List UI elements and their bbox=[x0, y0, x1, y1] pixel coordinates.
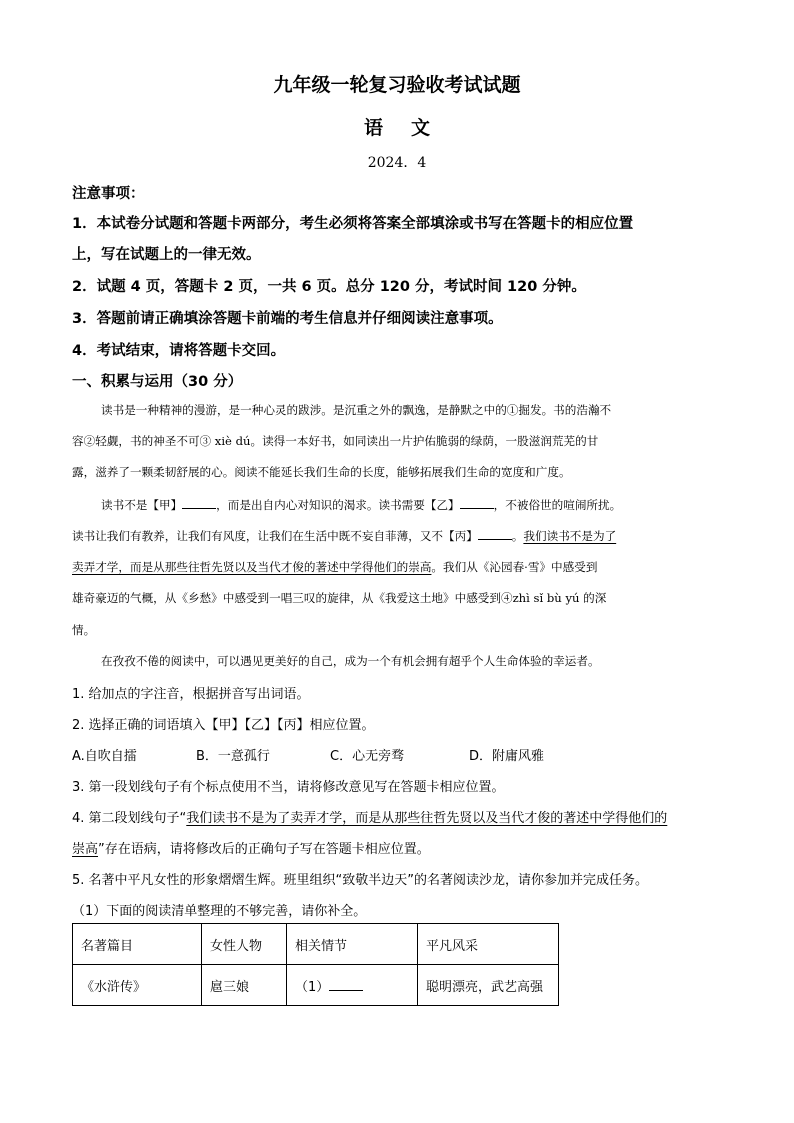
table-header: 名著篇目 bbox=[73, 924, 202, 965]
table-header: 相关情节 bbox=[287, 924, 418, 965]
passage-p2-line5: 情。 bbox=[72, 623, 96, 637]
passage-p1-line1: 读书是一种精神的漫游，是一种心灵的跋涉。是沉重之外的飘逸，是静默之中的①掘发。书的浩瀚不 bbox=[101, 403, 612, 417]
text: 。我们从《沁园春·雪》中感受到 bbox=[431, 560, 598, 574]
text: 读书不是【甲】 bbox=[101, 498, 183, 512]
text: ”存在语病，请将修改后的正确句子写在答题卡相应位置。 bbox=[98, 842, 430, 857]
answer-blank bbox=[478, 527, 512, 540]
exam-title: 九年级一轮复习验收考试试题 bbox=[273, 74, 521, 96]
text: 。 bbox=[511, 529, 524, 543]
underlined-sentence: 崇高 bbox=[72, 842, 99, 857]
notice-item-1: 1．本试卷分试题和答题卡两部分，考生必须将答案全部填涂或书写在答题卡的相应位置 bbox=[72, 216, 634, 232]
question-5: 5. 名著中平凡女性的形象熠熠生辉。班里组织“致敬半边天”的名著阅读沙龙，请你参加并完成任务。 bbox=[72, 873, 649, 888]
subject-title: 语文 bbox=[363, 117, 458, 139]
text: ，而是出自内心对知识的渴求。读书需要【乙】 bbox=[216, 498, 460, 512]
table-cell: 扈三娘 bbox=[202, 965, 287, 1006]
question-4 bbox=[72, 807, 667, 826]
option-b: B．一意孤行 bbox=[196, 749, 270, 764]
table-cell: 聪明漂亮，武艺高强 bbox=[418, 965, 559, 1006]
passage-p2-line3 bbox=[72, 559, 597, 575]
notice-item-1-cont: 上，写在试题上的一律无效。 bbox=[72, 247, 261, 263]
option-a: A.自吹自擂 bbox=[72, 749, 137, 764]
text: 4. 第二段划线句子“ bbox=[72, 811, 187, 826]
text: 读书让我们有教养，让我们有风度，让我们在生活中既不妄自菲薄，又不【丙】 bbox=[72, 529, 478, 543]
section-heading: 一、积累与运用（30 分） bbox=[72, 374, 243, 390]
notice-item-2: 2．试题 4 页，答题卡 2 页，一共 6 页。总分 120 分，考试时间 120 分钟。 bbox=[72, 279, 586, 295]
question-4-cont bbox=[72, 838, 430, 857]
question-1: 1. 给加点的字注音，根据拼音写出词语。 bbox=[72, 687, 310, 702]
passage-p2-line1 bbox=[101, 496, 621, 513]
passage-p1-line2: 容②轻觑，书的神圣不可③ xiè dú。读得一本好书，如同读出一片护佑脆弱的绿荫，一股滋润荒芜的甘 bbox=[72, 434, 599, 448]
notice-heading: 注意事项： bbox=[72, 186, 145, 202]
notice-item-3: 3．答题前请正确填涂答题卡前端的考生信息并仔细阅读注意事项。 bbox=[72, 311, 503, 327]
reading-list-table bbox=[72, 923, 559, 1006]
table-header-row bbox=[73, 924, 559, 965]
passage-p1-line3: 露，滋养了一颗柔韧舒展的心。阅读不能延长我们生命的长度，能够拓展我们生命的宽度和广度。 bbox=[72, 465, 571, 479]
question-2: 2. 选择正确的词语填入【甲】【乙】【丙】相应位置。 bbox=[72, 718, 375, 733]
text: ，不被俗世的喧闹所扰。 bbox=[493, 498, 622, 512]
exam-date: 2024．4 bbox=[367, 155, 427, 171]
option-c: C．心无旁骛 bbox=[330, 749, 405, 764]
table-cell bbox=[287, 965, 418, 1006]
notice-item-4: 4．考试结束，请将答题卡交回。 bbox=[72, 343, 286, 359]
passage-p2-line2 bbox=[72, 527, 616, 544]
passage-p3: 在孜孜不倦的阅读中，可以遇见更美好的自己，成为一个有机会拥有超乎个人生命体验的幸运者。 bbox=[101, 654, 600, 668]
answer-blank bbox=[460, 496, 494, 509]
answer-blank bbox=[329, 978, 363, 991]
question-5-1: （1）下面的阅读清单整理的不够完善，请你补全。 bbox=[72, 904, 367, 919]
passage-p2-line4: 雄奇豪迈的气概，从《乡愁》中感受到一唱三叹的旋律，从《我爱这土地》中感受到④zhì sǐ bù yú 的深 bbox=[72, 591, 607, 605]
text: （1） bbox=[295, 979, 330, 995]
table-header: 女性人物 bbox=[202, 924, 287, 965]
table-header: 平凡风采 bbox=[418, 924, 559, 965]
underlined-sentence: 我们读书不是为了卖弄才学，而是从那些往哲先贤以及当代才俊的著述中学得他们的 bbox=[186, 811, 668, 826]
underlined-sentence: 我们读书不是为了 bbox=[523, 529, 617, 543]
table-row bbox=[73, 965, 559, 1006]
answer-blank bbox=[182, 496, 216, 509]
question-3: 3. 第一段划线句子有个标点使用不当，请将修改意见写在答题卡相应位置。 bbox=[72, 780, 505, 795]
option-d: D．附庸风雅 bbox=[469, 749, 545, 764]
table-cell: 《水浒传》 bbox=[73, 965, 202, 1006]
underlined-sentence: 卖弄才学，而是从那些往哲先贤以及当代才俊的著述中学得他们的崇高 bbox=[72, 560, 432, 574]
